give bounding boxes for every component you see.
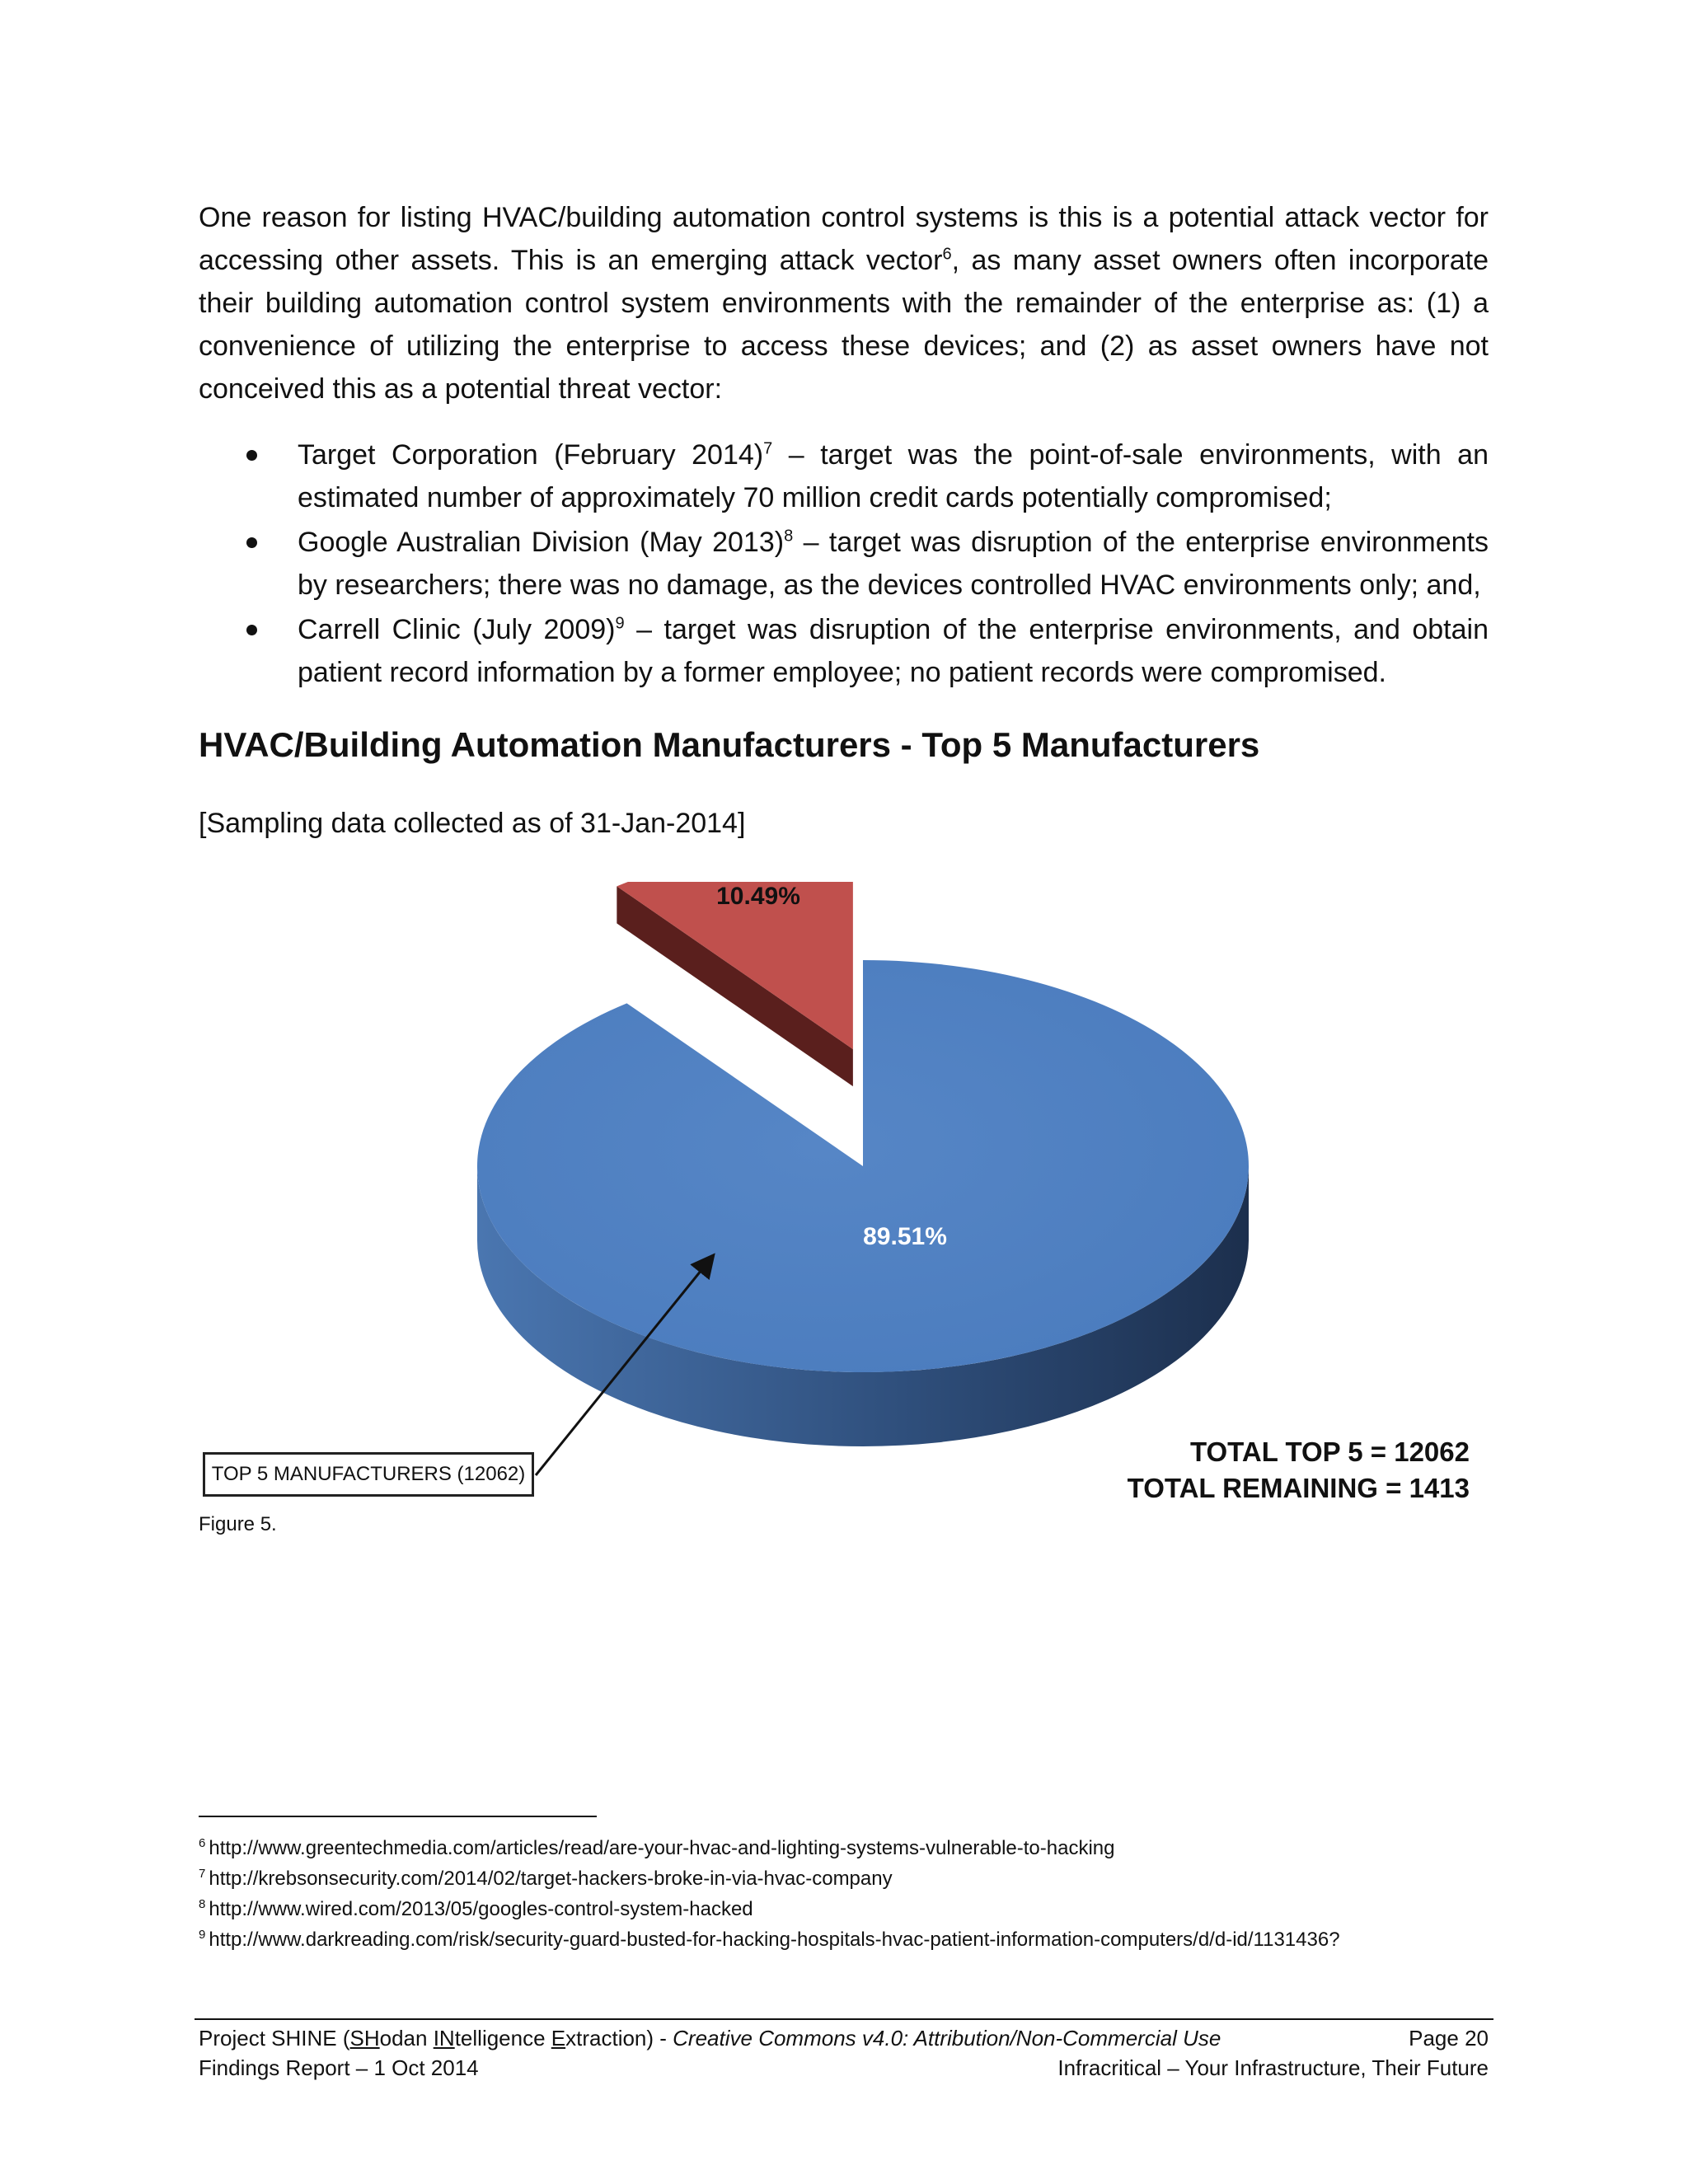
intro-text-2: , as many asset owners often incorporate their building automation control system environments with the remainder of the enterprise as: (1) a convenience of utilizing the enterprise to access these devices; and (2) as asset owners have not conceived this as a potential threat vector:	[199, 245, 1489, 405]
footnote-link[interactable]: http://krebsonsecurity.com/2014/02/target-hackers-broke-in-via-hvac-company	[209, 1868, 893, 1890]
footnotes	[199, 1833, 1340, 1955]
pie-chart	[206, 882, 1525, 1500]
footnote-divider	[199, 1816, 597, 1817]
bullet-icon	[246, 537, 257, 548]
footnote-link[interactable]: http://www.wired.com/2013/05/googles-control-system-hacked	[209, 1898, 753, 1920]
totals-summary	[1128, 1434, 1470, 1507]
list-item: Target Corporation (February 2014)$^7$ – target was the point-of-sale environments, with an estimated number of approximately 70 million credit cards potentially compromised;	[199, 434, 1489, 519]
footnote-link[interactable]: http://www.darkreading.com/risk/security-guard-busted-for-hacking-hospitals-hvac-patient-information-computers/d/d-id/1131436?	[209, 1929, 1340, 1951]
figure-caption: Figure 5.	[199, 1513, 277, 1535]
footnote: $^8$ http://www.wired.com/2013/05/googles-control-system-hacked	[199, 1897, 753, 1920]
report-date: Findings Report – 1 Oct 2014	[199, 2055, 479, 2080]
incident-list	[199, 434, 1489, 696]
list-item: Carrell Clinic (July 2009)$^9$ – target was disruption of the enterprise environments, and obtain patient record information by a former employee; no patient records were compromised.	[199, 608, 1489, 694]
footnote: $^9$ http://www.darkreading.com/risk/security-guard-busted-for-hacking-hospitals-hvac-patient-information-computers/d/d-id/1131436?	[199, 1928, 1340, 1951]
document-page: One reason for listing HVAC/building automation control systems is this is a potential attack vector for accessing other assets. This is an emerging attack vector$^6$, as many asset owners often incorporate their building automation control system environments with the remainder of the enterprise as: (1) a convenience of utilizing the enterprise to access these devices; and (2) as asset owners have not conceived this as a potential threat vector: Target Corporation (February 2014)$^7$ – target was the point-of-sale environments, with an estimated number of approximately 70 million credit cards potentially compromised; Google Australian Division (May 2013)$^8$ – target was disruption of the enterprise environments by researchers; there was no damage, as the devices controlled HVAC environments only; and, Carrell Clinic (July 2009)$^9$ – target was disruption of the enterprise environments, and obtain patient record information by a former employee; no patient records were compromised. HVAC/Building Automation Manufacturers - Top 5 Manufacturers [Sampling data collected as of 31-Jan-2014] 89.51% 10.49% TOTAL TOP 5 = 12062 TOTAL REMAINING = 1413 TOP 5 MANUFACTURERS (12062) Figure 5. $^6$ http://www.greentechmedia.com/articles/read/are-your-hvac-and-lighting-systems-vulnerable-to-hacking $^7$ http://krebsonsecurity.com/2014/02/target-hackers-broke-in-via-hvac-company $^8$ http://www.wired.com/2013/05/googles-control-system-hacked $^9$ http://www.darkreading.com/risk/security-guard-busted-for-hacking-hospitals-hvac-patient-information-computers/d/d-id/1131436? Project SHINE (SHodan INtelligence Extraction) - Creative Commons v4.0: Attribution/Non-Commercial Use Page 20 Findings Report – 1 Oct 2014 Infracritical – Your Infrastructure, Their Future	[0, 0, 1688, 2184]
footnote-ref: 7	[763, 439, 773, 458]
bullet-icon	[246, 450, 257, 461]
intro-text-1: One reason for listing HVAC/building automation control systems is this is a potential attack vector for accessing other assets. This is an emerging attack vector	[199, 202, 1489, 276]
total-remaining: TOTAL REMAINING = 1413	[1127, 1473, 1470, 1503]
footnote-ref: 9	[615, 614, 625, 633]
total-top5: TOTAL TOP 5 = 12062	[1189, 1436, 1470, 1467]
page-number: Page 20	[1409, 2026, 1489, 2050]
pie-slice-top5	[477, 960, 1249, 1372]
intro-paragraph	[199, 196, 1489, 410]
footnote-ref: 8	[784, 527, 794, 546]
slice-label-remaining: 10.49%	[716, 883, 800, 910]
footnote-link[interactable]: http://www.greentechmedia.com/articles/read/are-your-hvac-and-lighting-systems-vulnerable-to-hacking	[209, 1837, 1115, 1859]
footer-divider	[195, 2018, 1493, 2020]
slice-label-top5: 89.51%	[863, 1223, 947, 1250]
section-heading: HVAC/Building Automation Manufacturers - Top 5 Manufacturers	[199, 725, 1260, 764]
bullet-icon	[246, 625, 257, 635]
pie-chart-svg	[206, 882, 1525, 1500]
callout-box: TOP 5 MANUFACTURERS (12062)	[203, 1452, 534, 1497]
tagline: Infracritical – Your Infrastructure, Their Future	[1057, 2055, 1489, 2080]
license-text: Creative Commons v4.0: Attribution/Non-Commercial Use	[673, 2026, 1221, 2050]
footnote: $^7$ http://krebsonsecurity.com/2014/02/target-hackers-broke-in-via-hvac-company	[199, 1867, 893, 1890]
sampling-note: [Sampling data collected as of 31-Jan-2014]	[199, 808, 746, 839]
footnote: $^6$ http://www.greentechmedia.com/articles/read/are-your-hvac-and-lighting-systems-vulnerable-to-hacking	[199, 1836, 1115, 1859]
list-item: Google Australian Division (May 2013)$^8$ – target was disruption of the enterprise environments by researchers; there was no damage, as the devices controlled HVAC environments only; and,	[199, 521, 1489, 607]
footnote-ref: 6	[942, 245, 952, 264]
